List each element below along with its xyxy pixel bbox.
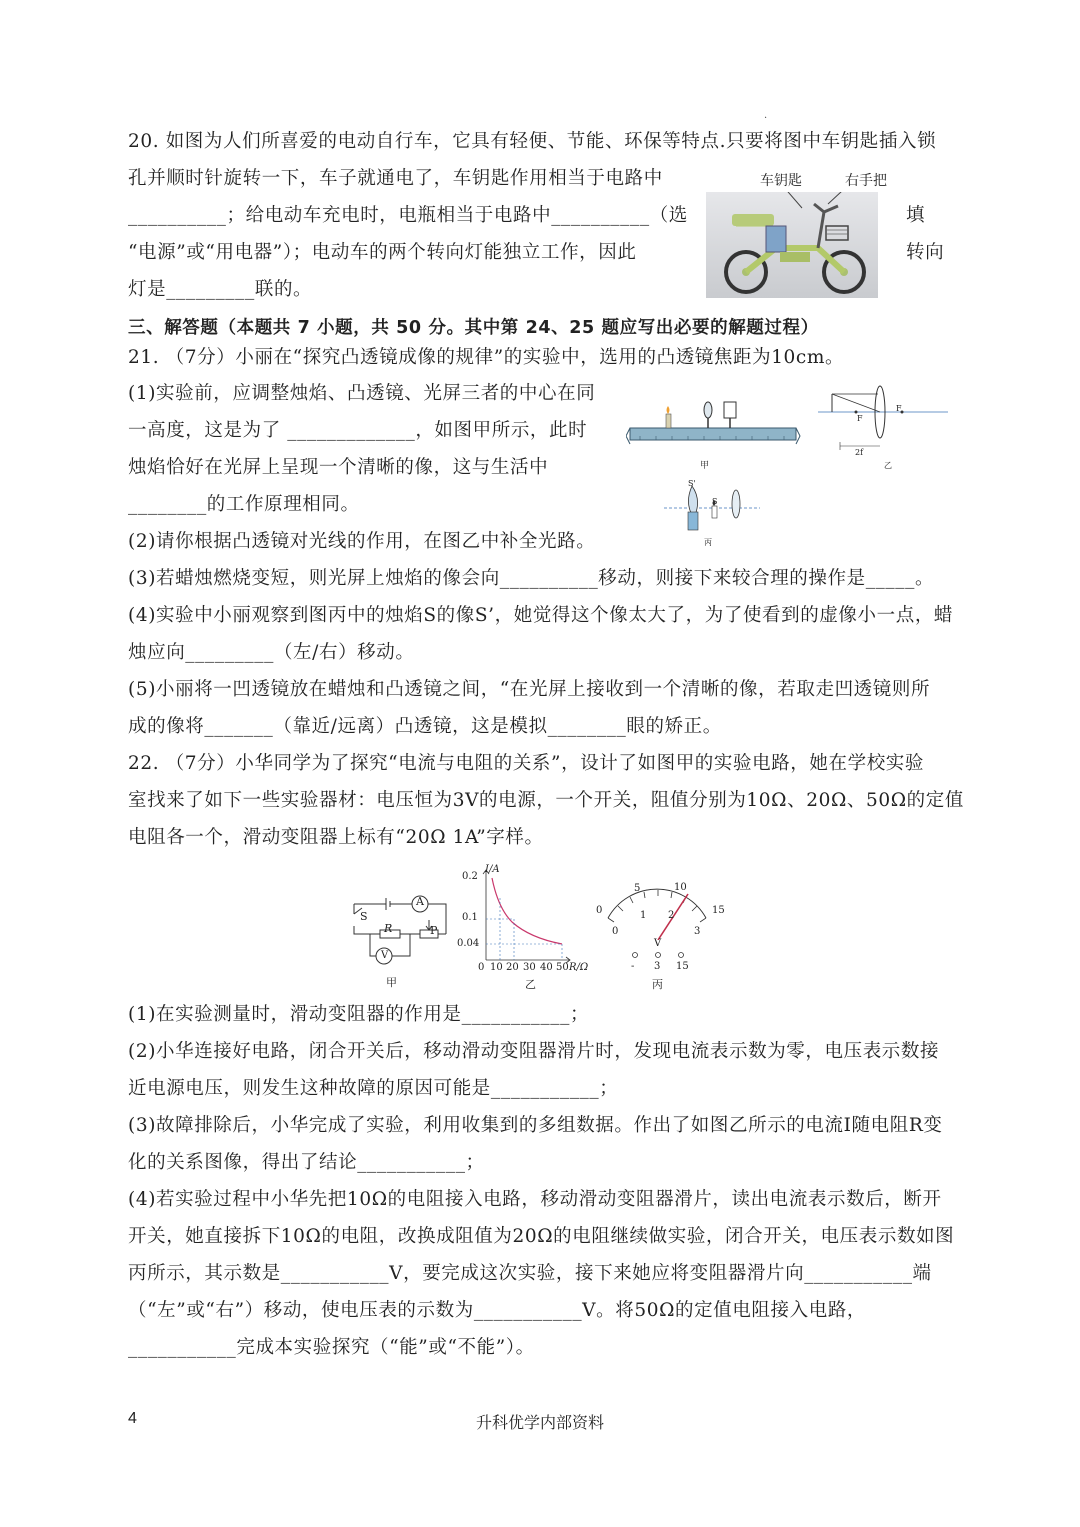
graph-x-tick-1: 10 [490,962,503,973]
fig-bing-S: S [712,497,718,506]
fig-jia-caption: 甲 [700,461,710,471]
meter-outer-10: 10 [674,882,687,893]
q20-line-1: 20. 如图为人们所喜爱的电动自行车，它具有轻便、节能、环保等特点.只要将图中车钥匙插入锁 [128,131,937,152]
q20-line-3: __________；给电动车充电时，电瓶相当于电路中__________（选 [128,205,688,226]
circuit-resistor-label: R [384,922,393,935]
q20-line-3-end: 填 [906,205,926,226]
circuit-slider-label: P [430,924,438,937]
q22-part4-line-1: (4)若实验过程中小华先把10Ω的电阻接入电路，移动滑动变阻器滑片，读出电流表示数后，断开 [128,1189,942,1210]
graph-y-axis-label: I/A [485,864,500,875]
q21-part5-line-2: 成的像将_______（靠近/远离）凸透镜，这是模拟________眼的矫正。 [128,716,722,737]
meter-terminal-3: 3 [654,961,661,972]
graph-x-tick-4: 40 [540,962,553,973]
lens-ray-diagram [818,384,948,468]
meter-inner-3: 3 [694,926,701,937]
optical-bench-figure [626,396,802,462]
meter-outer-5: 5 [634,883,641,894]
q22-part4-line-5: ___________完成本实验探究（“能”或“不能”）。 [128,1337,535,1358]
q22-part4-line-4: （“左”或“右”）移动，使电压表的示数为___________V。将50Ω的定值电阻接入电路， [128,1300,867,1321]
q22-part3-line-1: (3)故障排除后，小华完成了实验，利用收集到的多组数据。作出了如图乙所示的电流I随电阻R变 [128,1115,943,1136]
candle-lens-figure [664,482,760,536]
q21-part1-line-3: 烛焰恰好在光屏上呈现一个清晰的像，这与生活中 [128,457,549,478]
q20-line-2: 孔并顺时针旋转一下，车子就通电了，车钥匙作用相当于电路中 [128,168,663,189]
graph-x-tick-2: 20 [506,962,519,973]
meter-inner-1: 1 [640,910,647,921]
circuit-caption: 甲 [386,976,397,989]
meter-inner-0: 0 [612,926,619,937]
fig-yi-2f: 2f [855,448,864,457]
circuit-voltmeter-label: V [381,950,389,961]
q20-line-4: “电源”或“用电器”）；电动车的两个转向灯能独立工作，因此 [128,242,637,263]
meter-caption: 丙 [652,978,663,991]
graph-x-tick-0: 0 [478,962,485,973]
q21-part1-line-2: 一高度，这是为了 _____________，如图甲所示，此时 [128,420,588,441]
graph-x-tick-5: 50 [556,962,569,973]
graph-caption: 乙 [525,978,536,991]
graph-y-tick-1: 0.1 [462,912,478,923]
ebike-photo [706,192,878,298]
q22-line-1: 22. （7分）小华同学为了探究“电流与电阻的关系”，设计了如图甲的实验电路，她在学校实验 [128,753,924,774]
section-3-heading: 三、解答题（本题共 7 小题，共 50 分。其中第 24、25 题应写出必要的解题过程） [128,318,819,338]
page-number: 4 [128,1410,137,1427]
meter-terminal-15: 15 [676,961,689,972]
circuit-ammeter-label: A [416,895,424,908]
meter-inner-2: 2 [668,910,675,921]
meter-terminals [630,950,690,960]
fig-bing-S2: S' [688,479,696,488]
q22-part2-line-2: 近电源电压，则发生这种故障的原因可能是___________； [128,1078,619,1099]
fig-yi-F: F [857,414,863,423]
current-resistance-graph [476,868,576,968]
q21-part5-line-1: (5)小丽将一凹透镜放在蜡烛和凸透镜之间，“在光屏上接收到一个清晰的像，若取走凹透镜则所 [128,679,931,700]
fig-bing-caption: 丙 [704,538,712,547]
q21-line-1: 21. （7分）小丽在“探究凸透镜成像的规律”的实验中，选用的凸透镜焦距为10cm。 [128,347,845,368]
q22-part4-line-2: 开关，她直接拆下10Ω的电阻，改换成阻值为20Ω的电阻继续做实验，闭合开关，电压表示数如图 [128,1226,955,1247]
meter-terminal-minus: - [631,961,635,972]
q20-line-5: 灯是_________联的。 [128,279,313,300]
q22-part3-line-2: 化的关系图像，得出了结论___________； [128,1152,485,1173]
q22-line-2: 室找来了如下一些实验器材：电压恒为3V的电源，一个开关，阻值分别为10Ω、20Ω、50Ω的定值 [128,790,964,811]
graph-x-tick-3: 30 [523,962,536,973]
meter-outer-0: 0 [596,905,603,916]
q22-line-3: 电阻各一个，滑动变阻器上标有“20Ω 1A”字样。 [128,827,544,848]
q21-part1-line-1: (1)实验前，应调整烛焰、凸透镜、光屏三者的中心在同 [128,383,596,404]
q21-part4-line-1: (4)实验中小丽观察到图丙中的烛焰S的像S’，她觉得这个像太大了，为了使看到的虚像小一点，蜡 [128,605,954,626]
label-car-key: 车钥匙 [760,173,802,189]
q22-part4-line-3: 丙所示，其示数是___________V，要完成这次实验，接下来她应将变阻器滑片向___________端 [128,1263,932,1284]
fig-yi-F-right: F [896,404,902,413]
meter-outer-15: 15 [712,905,725,916]
page-mark: · [764,113,768,124]
graph-y-tick-0: 0.2 [462,871,478,882]
q22-part2-line-1: (2)小华连接好电路，闭合开关后，移动滑动变阻器滑片时，发现电流表示数为零，电压表示数接 [128,1041,940,1062]
q21-part1-line-4: ________的工作原理相同。 [128,494,360,515]
fig-yi-caption: 乙 [884,461,892,470]
q21-part4-line-2: 烛应向_________（左/右）移动。 [128,642,415,663]
circuit-switch-label: S [360,910,368,923]
graph-y-tick-2: 0.04 [457,938,480,949]
q21-part3: (3)若蜡烛燃烧变短，则光屏上烛焰的像会向__________移动，则接下来较合理的操作是_____。 [128,568,935,589]
q21-part2: (2)请你根据凸透镜对光线的作用，在图乙中补全光路。 [128,531,596,552]
meter-unit: V [654,938,662,949]
label-right-handle: 右手把 [845,173,887,189]
footer-text: 升科优学内部资料 [475,1413,604,1432]
q22-part1: (1)在实验测量时，滑动变阻器的作用是___________； [128,1004,590,1025]
graph-x-axis-label: R/Ω [569,962,589,973]
q20-line-4-end: 转向 [906,242,945,263]
